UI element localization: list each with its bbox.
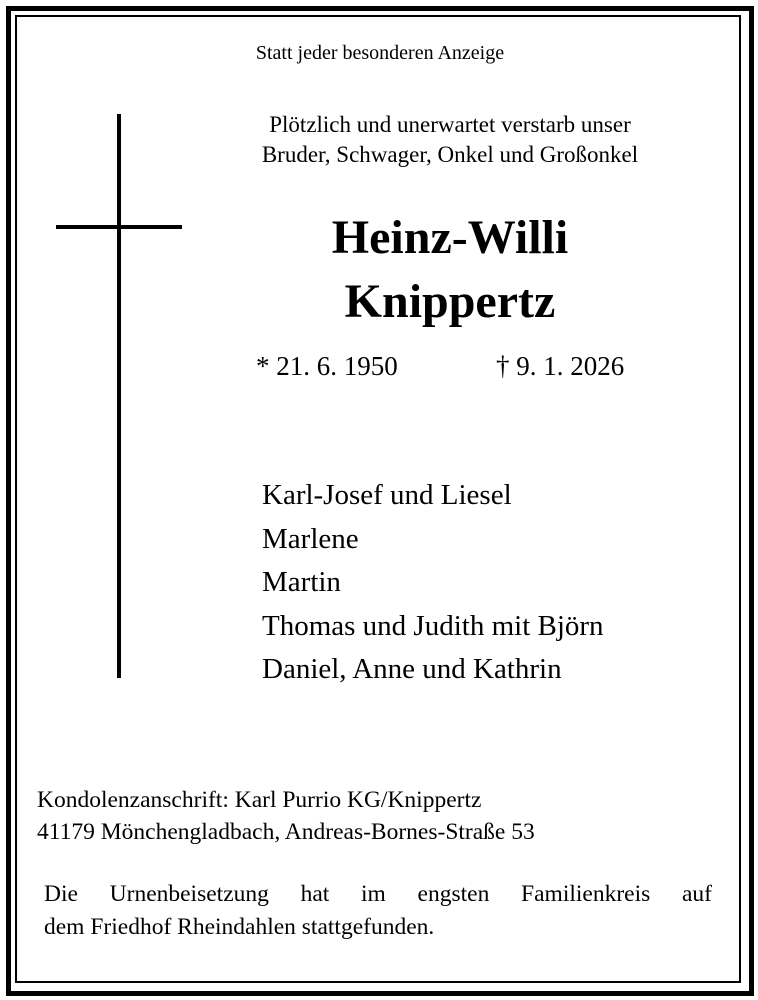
notice-line: Die Urnenbeisetzung hat im engsten Familienkreis auf [44,881,712,907]
condolence-address [37,784,535,848]
contact-line: Kondolenzanschrift: Karl Purrio KG/Knippertz [37,787,482,813]
mourners-list [262,474,604,692]
burial-notice [44,878,712,944]
contact-line: 41179 Mönchengladbach, Andreas-Bornes-Straße 53 [37,819,535,845]
deceased-name [260,206,640,334]
last-name: Knippertz [344,275,556,328]
mourner-item: Thomas und Judith mit Björn [262,609,604,642]
notice-line: dem Friedhof Rheindahlen stattgefunden. [44,914,435,940]
cross-vertical-bar [117,114,121,678]
mourner-item: Karl-Josef und Liesel [262,479,512,511]
mourner-item: Martin [262,566,341,598]
death-date: † 9. 1. 2026 [496,351,625,381]
intro-line: Statt jeder besonderen Anzeige [255,42,505,64]
cross-horizontal-bar [56,225,182,229]
first-name: Heinz-Willi [331,211,569,264]
mourner-item: Daniel, Anne und Kathrin [262,653,562,685]
message-line: Bruder, Schwager, Onkel und Großonkel [261,142,639,167]
death-message [200,110,700,170]
birth-date: * 21. 6. 1950 [256,351,398,381]
message-line: Plötzlich und unerwartet verstarb unser [269,112,631,137]
mourner-item: Marlene [262,522,359,555]
